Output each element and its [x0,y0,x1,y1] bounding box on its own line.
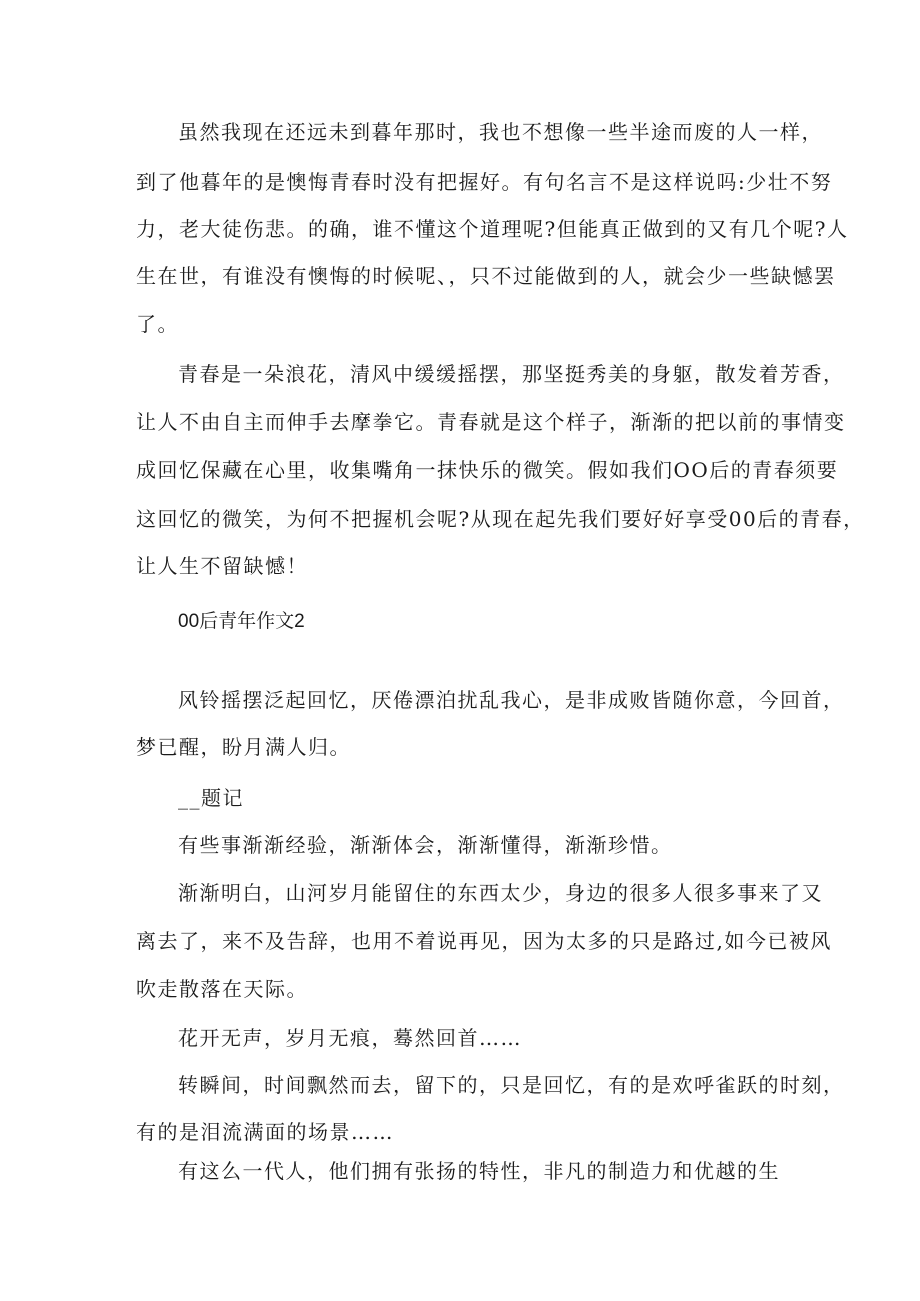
paragraph-line: 花开无声，岁月无痕，蓦然回首…… [178,1026,522,1050]
paragraph-line: 让人不由自主而伸手去摩拳它。青春就是这个样子，渐渐的把以前的事情变 [136,410,846,434]
paragraph-line: 虽然我现在还远未到暮年那时，我也不想像一些半途而废的人一样， [178,120,823,144]
paragraph-line: 有这么一代人，他们拥有张扬的特性，非凡的制造力和优越的生 [178,1159,780,1183]
paragraph-line: 到了他暮年的是懊悔青春时没有把握好。有句名言不是这样说吗:少壮不努 [136,170,833,194]
paragraph-line: 这回忆的微笑，为何不把握机会呢?从现在起先我们要好好享受00后的青春， [136,507,865,531]
paragraph-line: 了。 [136,312,179,336]
paragraph-line: 吹走散落在天际。 [136,977,308,1001]
paragraph-line: 青春是一朵浪花，清风中缓缓摇摆，那坚挺秀美的身躯，散发着芳香， [178,362,845,386]
paragraph-line: 转瞬间，时间飘然而去，留下的，只是回忆，有的是欢呼雀跃的时刻， [178,1073,845,1097]
paragraph-line: 让人生不留缺憾！ [136,554,308,578]
paragraph-line: 渐渐明白，山河岁月能留住的东西太少，身边的很多人很多事来了又 [178,881,823,905]
paragraph-line: 离去了，来不及告辞，也用不着说再见，因为太多的只是路过,如今已被风 [136,929,832,953]
paragraph-line: 成回忆保藏在心里，收集嘴角一抹快乐的微笑。假如我们OO后的青春须要 [136,458,839,482]
paragraph-line: 生在世，有谁没有懊悔的时候呢、，只不过能做到的人，就会少一些缺憾罢 [136,264,836,288]
paragraph-line: 有些事渐渐经验，渐渐体会，渐渐懂得，渐渐珍惜。 [178,833,673,857]
paragraph-line: 风铃摇摆泛起回忆，厌倦漂泊扰乱我心，是非成败皆随你意，今回首， [178,688,845,712]
paragraph-line: 力，老大徒伤悲。的确，谁不懂这个道理呢?但能真正做到的又有几个呢?人 [136,217,849,241]
paragraph-line: 有的是泪流满面的场景…… [136,1120,394,1144]
epigraph-label: __题记 [178,786,244,810]
paragraph-line: 梦已醒，盼月满人归。 [136,735,351,759]
section-heading: 00后青年作文2 [178,611,305,632]
